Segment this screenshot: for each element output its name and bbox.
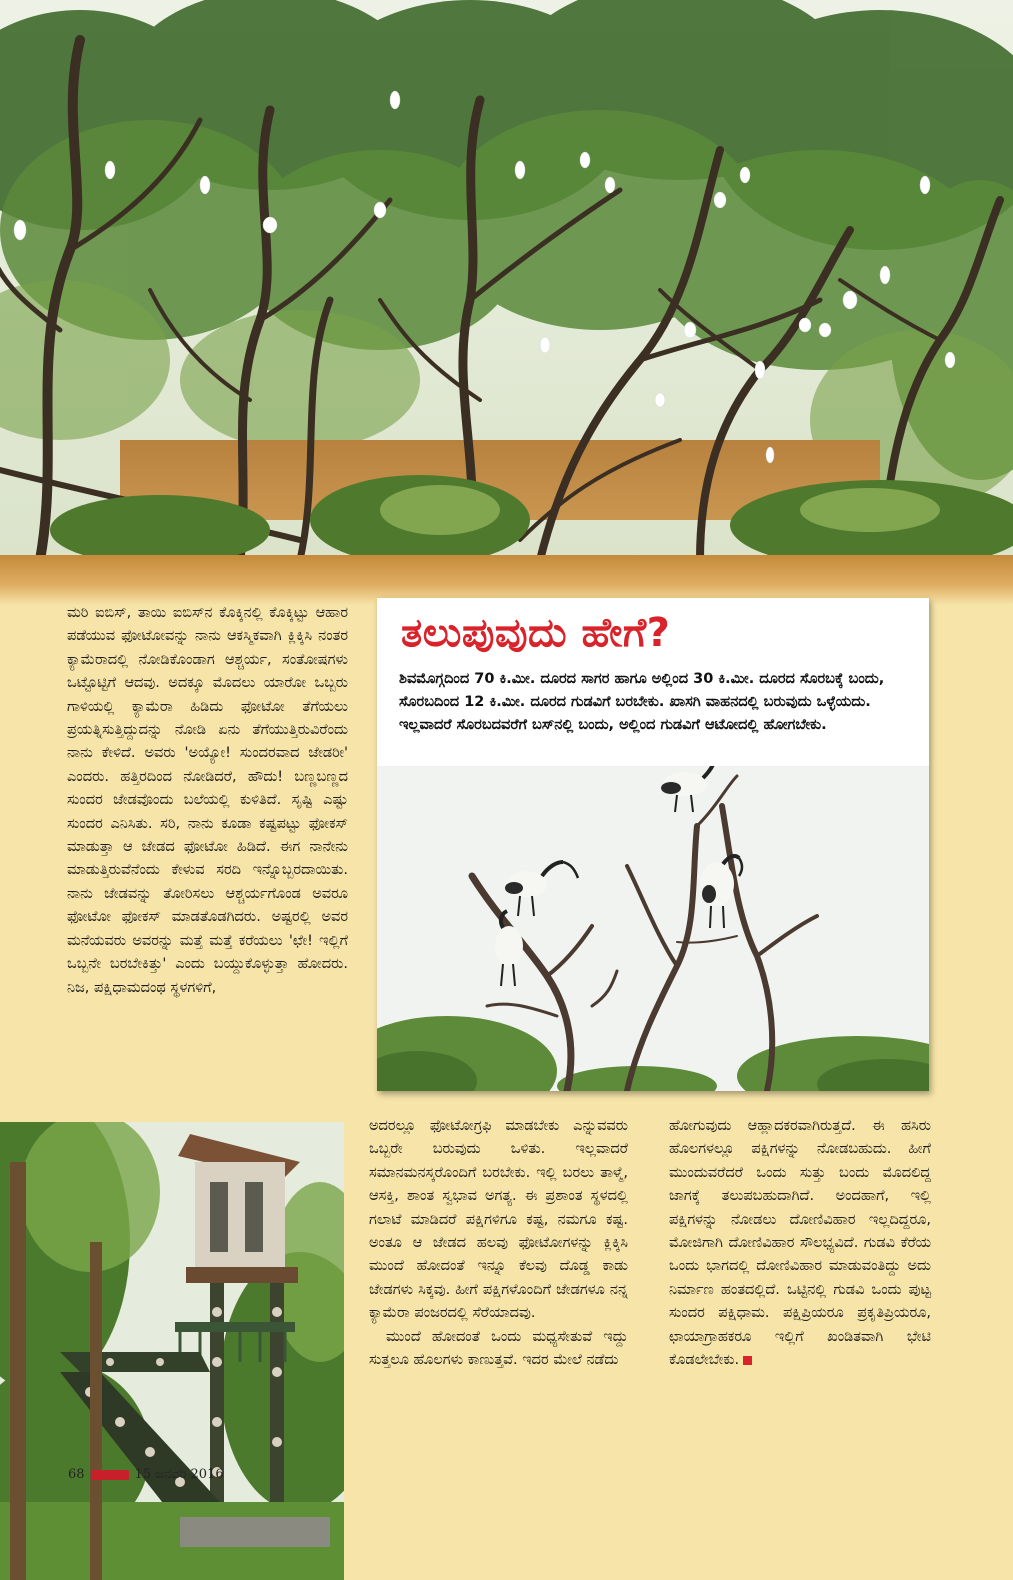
magazine-logo-icon — [91, 1470, 129, 1480]
article-column-2 — [369, 1115, 628, 1372]
article-column-1: ಮರಿ ಐಬಿಸ್, ತಾಯಿ ಐಬಿಸ್‌ನ ಕೊಕ್ಕಿನಲ್ಲಿ ಕೊಕ್ಕಿಟ್ಟು ಆಹಾರ ಪಡೆಯುವ ಫೋಟೋವನ್ನು ನಾನು ಆಕಸ್ಮಿಕವಾಗಿ ಕ್ಲಿಕ್ಕಿಸಿ ನಂತರ ಕ್ಯಾಮೆರಾದಲ್ಲಿ ನೋಡಿಕೊಂಡಾಗ ಆಶ್ಚರ್ಯ, ಸಂತೋಷಗಳು ಒಟ್ಟೊಟ್ಟಿಗೆ ಆದವು. ಅದಕ್ಕೂ ಮೊದಲು ಯಾರೋ ಒಬ್ಬರು ಗಾಳಿಯಲ್ಲಿ ಕ್ಯಾಮೆರಾ ಹಿಡಿದು ಫೋಟೋ ತೆಗೆಯಲು ಪ್ರಯತ್ನಿಸುತ್ತಿದ್ದುದನ್ನು ನೋಡಿ ಏನು ತೆಗೆಯುತ್ತಿರುವಿರೆಂದು ನಾನು ಕೇಳಿದೆ. ಅವರು 'ಅಯ್ಯೋ! ಸುಂದರವಾದ ಜೇಡರೀ' ಎಂದರು. ಹತ್ತಿರದಿಂದ ನೋಡಿದರೆ, ಹೌದು! ಬಣ್ಣಬಣ್ಣದ ಸುಂದರ ಜೇಡವೊಂದು ಬಲೆಯಲ್ಲಿ ಕುಳಿತಿದೆ. ಸೃಷ್ಟಿ ಎಷ್ಟು ಸುಂದರ ಎನಿಸಿತು. ಸರಿ, ನಾನು ಕೂಡಾ ಕಷ್ಟಪಟ್ಟು ಫೋಕಸ್ ಮಾಡುತ್ತಾ ಆ ಜೇಡದ ಫೋಟೋ ಹಿಡಿದೆ. ಈಗ ನಾನೇನು ಮಾಡುತ್ತಿರುವೆನೆಂದು ಕೇಳುವ ಸರದಿ ಇನ್ನೊಬ್ಬರದಾಯಿತು. ನಾನು ಜೇಡವನ್ನು ತೋರಿಸಲು ಆಶ್ಚರ್ಯಗೊಂಡ ಅವರೂ ಫೋಟೋ ಫೋಕಸ್ ಮಾಡತೊಡಗಿದರು. ಅಷ್ಟರಲ್ಲಿ ಅವರ ಮನೆಯವರು ಅವರನ್ನು ಮತ್ತೆ ಮತ್ತೆ ಕರೆಯಲು 'ಛೇ! ಇಲ್ಲಿಗೆ ಒಬ್ಬನೇ ಬರಬೇಕಿತ್ತು' ಎಂದು ಬಯ್ದುಕೊಳ್ಳುತ್ತಾ ಹೋದರು. ನಿಜ, ಪಕ್ಷಿಧಾಮದಂಥ ಸ್ಥಳಗಳಿಗೆ, — [67, 605, 348, 996]
col2-paragraph-1: ಅದರಲ್ಲೂ ಫೋಟೋಗ್ರಫಿ ಮಾಡಬೇಕು ಎನ್ನುವವರು ಒಬ್ಬರೇ ಬರುವುದು ಒಳಿತು. ಇಲ್ಲವಾದರೆ ಸಮಾನಮನಸ್ಕರೊಂದಿಗೆ ಬರಬೇಕು. ಇಲ್ಲಿ ಬರಲು ತಾಳ್ಮೆ, ಆಸಕ್ತಿ, ಶಾಂತ ಸ್ವಭಾವ ಅಗತ್ಯ. ಈ ಪ್ರಶಾಂತ ಸ್ಥಳದಲ್ಲಿ ಗಲಾಟೆ ಮಾಡಿದರೆ ಪಕ್ಷಿಗಳಿಗೂ ಕಷ್ಟ, ನಮಗೂ ಕಷ್ಟ. ಅಂತೂ ಆ ಜೇಡದ ಹಲವು ಫೋಟೋಗಳನ್ನು ಕ್ಲಿಕ್ಕಿಸಿ ಮುಂದೆ ಹೋದಂತೆ ಇನ್ನೂ ಕೆಲವು ದೊಡ್ಡ ಕಾಡು ಜೇಡಗಳು ಸಿಕ್ಕವು. ಹೀಗೆ ಪಕ್ಷಿಗಳೊಂದಿಗೆ ಜೇಡಗಳೂ ನನ್ನ ಕ್ಯಾಮೆರಾ ಪಂಜರದಲ್ಲಿ ಸೆರೆಯಾದವು. — [369, 1118, 628, 1322]
watch-tower-photo — [0, 1122, 344, 1580]
article-column-3 — [669, 1115, 931, 1372]
page-folio — [68, 1467, 224, 1482]
how-to-reach-box — [377, 598, 929, 1091]
box-info-text: ಶಿವಮೊಗ್ಗದಿಂದ 70 ಕಿ.ಮೀ. ದೂರದ ಸಾಗರ ಹಾಗೂ ಅಲ್ಲಿಂದ 30 ಕಿ.ಮೀ. ದೂರದ ಸೊರಬಕ್ಕೆ ಬಂದು, ಸೊರಬದಿಂದ 12 ಕಿ.ಮೀ. ದೂರದ ಗುಡವಿಗೆ ಬರಬೇಕು. ಖಾಸಗಿ ವಾಹನದಲ್ಲಿ ಬರುವುದು ಒಳ್ಳೆಯದು. ಇಲ್ಲವಾದರೆ ಸೊರಬದವರೆಗೆ ಬಸ್‌ನಲ್ಲಿ ಬಂದು, ಅಲ್ಲಿಂದ ಗುಡವಿಗೆ ಆಟೋದಲ್ಲಿ ಹೋಗಬೇಕು. — [399, 671, 885, 733]
col2-paragraph-2: ಮುಂದೆ ಹೋದಂತೆ ಒಂದು ಮಧ್ಯಸೇತುವೆ ಇದ್ದು ಸುತ್ತಲೂ ಹೊಲಗಳು ಕಾಣುತ್ತವೆ. ಇದರ ಮೇಲೆ ನಡೆದು — [369, 1328, 628, 1369]
page-number: 68 — [68, 1467, 85, 1482]
ibis-photo — [377, 766, 929, 1091]
issue-date: 15 ಜನವರಿ 2016 — [134, 1467, 224, 1482]
box-title: ತಲುಪುವುದು ಹೇಗೆ? — [401, 610, 671, 656]
end-mark-icon — [743, 1356, 752, 1365]
egrets-lake-photo — [0, 0, 1013, 605]
col3-text: ಹೋಗುವುದು ಆಹ್ಲಾದಕರವಾಗಿರುತ್ತದೆ. ಈ ಹಸಿರು ಹೊಲಗಳಲ್ಲೂ ಪಕ್ಷಿಗಳನ್ನು ನೋಡಬಹುದು. ಹೀಗೆ ಮುಂದುವರೆದರೆ ಒಂದು ಸುತ್ತು ಬಂದು ಮೊದಲಿದ್ದ ಜಾಗಕ್ಕೆ ತಲುಪಬಹುದಾಗಿದೆ. ಅಂದಹಾಗೆ, ಇಲ್ಲಿ ಪಕ್ಷಿಗಳನ್ನು ನೋಡಲು ದೋಣಿವಿಹಾರ ಇಲ್ಲದಿದ್ದರೂ, ಮೋಜಿಗಾಗಿ ದೋಣಿವಿಹಾರ ಸೌಲಭ್ಯವಿದೆ. ಗುಡವಿ ಕೆರೆಯ ಒಂದು ಭಾಗದಲ್ಲಿ ದೋಣಿವಿಹಾರ ಮಾಡುವಂತಿದ್ದು ಅದು ನಿರ್ಮಾಣ ಹಂತದಲ್ಲಿದೆ. ಒಟ್ಟಿನಲ್ಲಿ ಗುಡವಿ ಒಂದು ಪುಟ್ಟ ಸುಂದರ ಪಕ್ಷಿಧಾಮ. ಪಕ್ಷಿಪ್ರಿಯರೂ ಪ್ರಕೃತಿಪ್ರಿಯರೂ, ಛಾಯಾಗ್ರಾಹಕರೂ ಇಲ್ಲಿಗೆ ಖಂಡಿತವಾಗಿ ಭೇಟಿ ಕೊಡಲೇಬೇಕು. — [669, 1118, 931, 1369]
